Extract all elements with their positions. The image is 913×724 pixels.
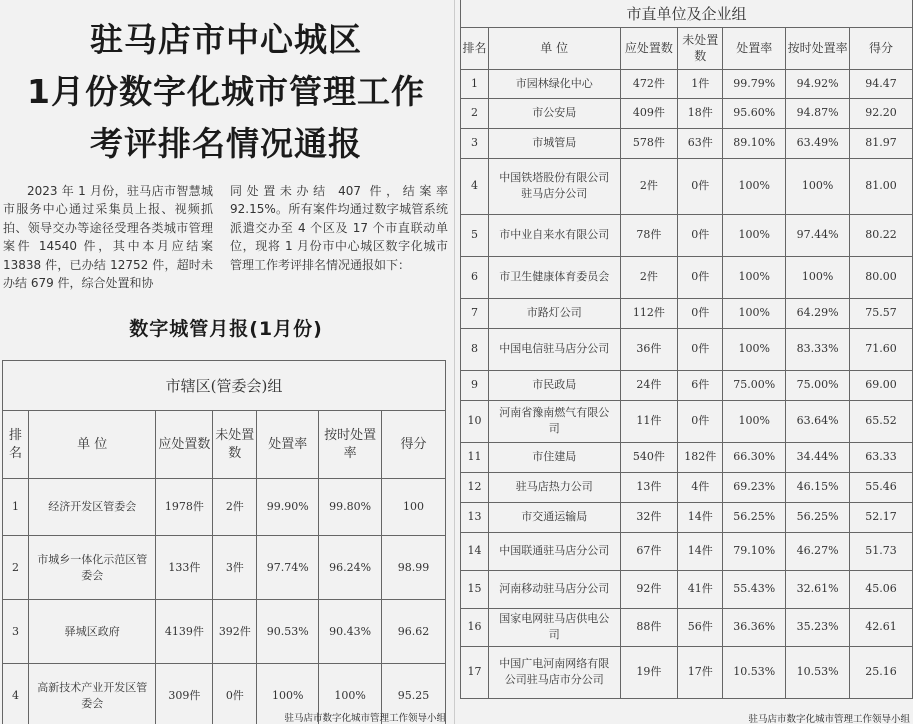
cell-unit: 中国联通驻马店分公司 (488, 532, 620, 570)
cell-undone: 56件 (678, 608, 723, 646)
table-row (461, 158, 913, 214)
cell-undone: 0件 (678, 256, 723, 298)
cell-unit: 市公安局 (488, 98, 620, 128)
cell-rate: 36.36% (723, 608, 786, 646)
table-row (3, 479, 446, 536)
table-row (3, 600, 446, 664)
table-row (461, 69, 913, 98)
cell-unit: 市民政局 (488, 370, 620, 400)
headline-line-2: 1月份数字化城市管理工作 (27, 72, 425, 111)
cell-due: 67件 (620, 532, 678, 570)
cell-rate: 100% (723, 298, 786, 328)
cell-rank: 1 (461, 69, 489, 98)
col-header-score: 得分 (850, 27, 913, 69)
cell-score: 80.22 (850, 214, 913, 256)
cell-ontime: 34.44% (786, 442, 850, 472)
cell-rank: 13 (461, 502, 489, 532)
cell-rank: 5 (461, 214, 489, 256)
cell-rate: 66.30% (723, 442, 786, 472)
cell-undone: 14件 (678, 532, 723, 570)
right-column (460, 0, 913, 724)
cell-undone: 0件 (213, 664, 257, 724)
cell-score: 80.00 (850, 256, 913, 298)
cell-rate: 89.10% (723, 128, 786, 158)
cell-due: 1978件 (156, 479, 213, 536)
cell-undone: 14件 (678, 502, 723, 532)
cell-undone: 0件 (678, 400, 723, 442)
cell-undone: 1件 (678, 69, 723, 98)
table-row (461, 502, 913, 532)
cell-score: 96.62 (382, 600, 446, 664)
cell-ontime: 97.44% (786, 214, 850, 256)
cell-rate: 100% (257, 664, 319, 724)
cell-due: 112件 (620, 298, 678, 328)
cell-rate: 90.53% (257, 600, 319, 664)
cell-undone: 182件 (678, 442, 723, 472)
table-row (461, 298, 913, 328)
cell-due: 578件 (620, 128, 678, 158)
table-row (461, 646, 913, 698)
cell-rank: 2 (461, 98, 489, 128)
cell-undone: 0件 (678, 214, 723, 256)
cell-unit: 市住建局 (488, 442, 620, 472)
cell-rank: 6 (461, 256, 489, 298)
cell-rank: 4 (3, 664, 29, 724)
cell-due: 24件 (620, 370, 678, 400)
cell-rate: 100% (723, 214, 786, 256)
cell-due: 540件 (620, 442, 678, 472)
cell-rate: 100% (723, 400, 786, 442)
col-header-ontime: 按时处置率 (319, 411, 382, 479)
cell-due: 2件 (620, 158, 678, 214)
cell-rank: 12 (461, 472, 489, 502)
col-header-ontime: 按时处置率 (786, 27, 850, 69)
cell-undone: 18件 (678, 98, 723, 128)
cell-undone: 4件 (678, 472, 723, 502)
table-row (3, 536, 446, 600)
footer-signature-left: 驻马店市数字化城市管理工作领导小组 (284, 713, 446, 724)
cell-ontime: 90.43% (319, 600, 382, 664)
cell-rank: 7 (461, 298, 489, 328)
col-header-undone: 未处置数 (213, 411, 257, 479)
cell-unit: 市城管局 (488, 128, 620, 158)
cell-unit: 市卫生健康体育委员会 (488, 256, 620, 298)
cell-undone: 41件 (678, 570, 723, 608)
cell-rank: 14 (461, 532, 489, 570)
cell-rank: 2 (3, 536, 29, 600)
cell-unit: 河南省豫南燃气有限公司 (488, 400, 620, 442)
table-row (461, 214, 913, 256)
cell-ontime: 35.23% (786, 608, 850, 646)
cell-score: 81.97 (850, 128, 913, 158)
cell-rate: 99.90% (257, 479, 319, 536)
cell-undone: 0件 (678, 158, 723, 214)
cell-rank: 1 (3, 479, 29, 536)
table-row (461, 370, 913, 400)
cell-score: 71.60 (850, 328, 913, 370)
cell-due: 92件 (620, 570, 678, 608)
col-header-score: 得分 (382, 411, 446, 479)
col-header-rate: 处置率 (723, 27, 786, 69)
cell-ontime: 63.64% (786, 400, 850, 442)
cell-ontime: 100% (319, 664, 382, 724)
cell-due: 4139件 (156, 600, 213, 664)
cell-rate: 95.60% (723, 98, 786, 128)
cell-score: 75.57 (850, 298, 913, 328)
cell-undone: 17件 (678, 646, 723, 698)
cell-due: 78件 (620, 214, 678, 256)
cell-score: 98.99 (382, 536, 446, 600)
cell-rate: 100% (723, 158, 786, 214)
cell-unit: 市交通运输局 (488, 502, 620, 532)
report-title: 数字城管月报(1月份) (129, 318, 323, 340)
cell-rank: 3 (3, 600, 29, 664)
cell-ontime: 75.00% (786, 370, 850, 400)
cell-rank: 10 (461, 400, 489, 442)
cell-ontime: 10.53% (786, 646, 850, 698)
cell-due: 36件 (620, 328, 678, 370)
cell-unit: 高新技术产业开发区管委会 (28, 664, 156, 724)
cell-ontime: 94.92% (786, 69, 850, 98)
cell-rate: 55.43% (723, 570, 786, 608)
cell-rank: 8 (461, 328, 489, 370)
cell-unit: 中国广电河南网络有限公司驻马店市分公司 (488, 646, 620, 698)
cell-unit: 驻马店热力公司 (488, 472, 620, 502)
cell-score: 51.73 (850, 532, 913, 570)
cell-ontime: 99.80% (319, 479, 382, 536)
cell-ontime: 83.33% (786, 328, 850, 370)
cell-score: 100 (382, 479, 446, 536)
cell-unit: 河南移动驻马店分公司 (488, 570, 620, 608)
cell-due: 2件 (620, 256, 678, 298)
cell-due: 13件 (620, 472, 678, 502)
cell-unit: 中国铁塔股份有限公司驻马店分公司 (488, 158, 620, 214)
cell-ontime: 32.61% (786, 570, 850, 608)
cell-ontime: 46.27% (786, 532, 850, 570)
district-ranking-table (2, 360, 446, 724)
col-header-due: 应处置数 (156, 411, 213, 479)
cell-score: 45.06 (850, 570, 913, 608)
col-header-rate: 处置率 (257, 411, 319, 479)
cell-ontime: 96.24% (319, 536, 382, 600)
table-row (461, 328, 913, 370)
cell-ontime: 100% (786, 158, 850, 214)
table-row (461, 98, 913, 128)
intro-paragraph-b: 同处置未办结 407 件，结案率 92.15%。所有案件均通过数字城管系统派遣交办至 4 个区及 17 个市直联动单位，现将 1 月份市中心城区数字化城市管理工作考评排名情况通报如下： (230, 184, 448, 272)
cell-score: 92.20 (850, 98, 913, 128)
cell-undone: 392件 (213, 600, 257, 664)
cell-due: 309件 (156, 664, 213, 724)
cell-ontime: 56.25% (786, 502, 850, 532)
cell-ontime: 64.29% (786, 298, 850, 328)
district-group-title: 市辖区(管委会)组 (3, 361, 446, 411)
table-row (461, 608, 913, 646)
cell-rate: 100% (723, 256, 786, 298)
cell-score: 94.47 (850, 69, 913, 98)
cell-ontime: 46.15% (786, 472, 850, 502)
city-ranking-table (460, 0, 913, 699)
cell-score: 69.00 (850, 370, 913, 400)
cell-score: 42.61 (850, 608, 913, 646)
table-row (461, 442, 913, 472)
table-row (461, 472, 913, 502)
cell-unit: 国家电网驻马店供电公司 (488, 608, 620, 646)
cell-rate: 56.25% (723, 502, 786, 532)
cell-score: 95.25 (382, 664, 446, 724)
cell-unit: 驿城区政府 (28, 600, 156, 664)
cell-unit: 市城乡一体化示范区管委会 (28, 536, 156, 600)
cell-rank: 9 (461, 370, 489, 400)
cell-undone: 0件 (678, 298, 723, 328)
cell-due: 88件 (620, 608, 678, 646)
cell-unit: 中国电信驻马店分公司 (488, 328, 620, 370)
table-row (461, 570, 913, 608)
cell-score: 55.46 (850, 472, 913, 502)
cell-undone: 0件 (678, 328, 723, 370)
cell-rate: 100% (723, 328, 786, 370)
cell-due: 11件 (620, 400, 678, 442)
cell-due: 409件 (620, 98, 678, 128)
cell-due: 133件 (156, 536, 213, 600)
table-row (461, 532, 913, 570)
cell-undone: 3件 (213, 536, 257, 600)
cell-rate: 69.23% (723, 472, 786, 502)
cell-ontime: 100% (786, 256, 850, 298)
cell-rate: 79.10% (723, 532, 786, 570)
col-header-unit: 单 位 (28, 411, 156, 479)
cell-unit: 市路灯公司 (488, 298, 620, 328)
table-row (461, 256, 913, 298)
cell-score: 63.33 (850, 442, 913, 472)
city-group-title: 市直单位及企业组 (461, 0, 913, 27)
col-header-rank: 排名 (461, 27, 489, 69)
cell-rate: 99.79% (723, 69, 786, 98)
cell-undone: 2件 (213, 479, 257, 536)
cell-rank: 11 (461, 442, 489, 472)
cell-rate: 10.53% (723, 646, 786, 698)
headline-line-3: 考评排名情况通报 (90, 124, 362, 163)
cell-unit: 经济开发区管委会 (28, 479, 156, 536)
cell-due: 19件 (620, 646, 678, 698)
cell-ontime: 63.49% (786, 128, 850, 158)
table-row (461, 128, 913, 158)
col-header-unit: 单 位 (488, 27, 620, 69)
cell-rate: 97.74% (257, 536, 319, 600)
cell-rank: 15 (461, 570, 489, 608)
cell-rank: 17 (461, 646, 489, 698)
intro-paragraph-a: 2023 年 1 月份，驻马店市智慧城市服务中心通过采集员上报、视频抓拍、领导交办等途径受理各类城市管理案件 14540 件，其中本月应结案 13838 件，已办结 12752 件，超时未办结 679 件，综合处置和协 (3, 184, 213, 291)
cell-score: 65.52 (850, 400, 913, 442)
cell-rank: 16 (461, 608, 489, 646)
col-header-undone: 未处置数 (678, 27, 723, 69)
footer-signature-right: 驻马店市数字化城市管理工作领导小组 (748, 714, 910, 724)
cell-score: 25.16 (850, 646, 913, 698)
cell-unit: 市中业自来水有限公司 (488, 214, 620, 256)
col-header-due: 应处置数 (620, 27, 678, 69)
cell-undone: 6件 (678, 370, 723, 400)
cell-rank: 4 (461, 158, 489, 214)
left-column (0, 0, 452, 724)
cell-score: 81.00 (850, 158, 913, 214)
cell-rank: 3 (461, 128, 489, 158)
headline-line-1: 驻马店市中心城区 (90, 20, 362, 59)
col-header-rank: 排名 (3, 411, 29, 479)
cell-due: 32件 (620, 502, 678, 532)
table-row (461, 400, 913, 442)
cell-unit: 市园林绿化中心 (488, 69, 620, 98)
headline (0, 14, 452, 170)
cell-rate: 75.00% (723, 370, 786, 400)
cell-due: 472件 (620, 69, 678, 98)
cell-score: 52.17 (850, 502, 913, 532)
cell-ontime: 94.87% (786, 98, 850, 128)
column-divider (454, 0, 455, 724)
cell-undone: 63件 (678, 128, 723, 158)
